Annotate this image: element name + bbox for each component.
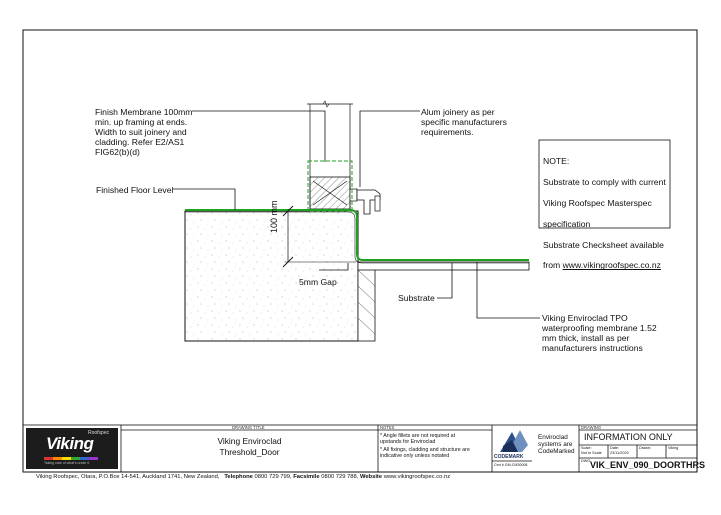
footer: [36, 474, 450, 480]
footer-fax-label: Facsimile: [293, 474, 320, 480]
label-gap: 5mm Gap: [299, 277, 337, 287]
door-frame: [307, 101, 380, 214]
label-substrate: Substrate: [398, 293, 435, 303]
label-alum-joinery: Alum joinery as per specific manufacturers requirements.: [421, 107, 507, 137]
note-title: NOTE:: [543, 156, 570, 167]
website-link[interactable]: www.vikingroofspec.co.nz: [562, 260, 661, 271]
logo-tagline: Taking care of what's under it: [44, 461, 90, 465]
dimension-text: 100 mm: [269, 200, 279, 233]
notes-header: NOTES: [380, 425, 395, 430]
note-line-1: Substrate to comply with current: [543, 177, 666, 188]
note-line-2: Viking Roofspec Masterspec: [543, 198, 652, 209]
codemark-text: Enviroclad systems are CodeMarked: [538, 434, 575, 456]
dwg-label: DWG: [581, 459, 591, 463]
cert-number: Cert # GM-CM30008: [494, 463, 528, 467]
drawing-header: DRAWING: [581, 425, 602, 430]
note-line-5: [543, 260, 666, 270]
footer-web-label: Website: [359, 474, 383, 480]
label-finish-membrane: Finish Membrane 100mm min. up framing at ends. Width to suit joinery and cladding. Refer E2/AS1 FIG62(b)(d): [95, 107, 193, 157]
substrate-framing: [358, 262, 529, 341]
drawn-cell: [639, 446, 651, 451]
footer-tel-label: Telephone: [224, 474, 253, 480]
scale-cell: [581, 446, 602, 456]
footer-address: Viking Roofspec, Otara, P.O.Box 14-541, Auckland 1741, New Zealand,: [36, 474, 220, 480]
scale-value: Not to Scale: [581, 451, 602, 455]
date-cell: [610, 446, 629, 456]
note-line-4: Substrate Checksheet available: [543, 239, 664, 250]
drawing-number: VIK_ENV_090_DOORTHRS: [590, 460, 706, 470]
codemark-label: CODEMARK: [494, 454, 524, 460]
label-dimension: [269, 200, 279, 233]
footer-tel: 0800 729 799,: [254, 474, 292, 480]
drawing-title-1: Viking Enviroclad: [217, 436, 282, 446]
note-2: * All fixings, cladding and structure are indicative only unless notated: [380, 447, 470, 460]
note-line-3: specification: [543, 218, 591, 229]
note-content: [543, 146, 666, 281]
footer-fax: 0800 729 788,: [321, 474, 359, 480]
drawing-title-header: DRAWING TITLE: [232, 425, 265, 430]
logo-brand: Viking: [46, 434, 94, 453]
drawn-value: Viking: [668, 446, 679, 450]
drawn-label: Drawn:: [639, 446, 652, 450]
note-line-5-prefix: from: [543, 260, 563, 271]
logo-sub: Roofspec: [88, 430, 110, 436]
label-tpo-membrane: Viking Enviroclad TPO waterproofing membrane 1.52 mm thick, install as per manufacturers instructions: [542, 313, 657, 353]
status-label: INFORMATION ONLY: [584, 432, 673, 442]
label-finished-floor: Finished Floor Level: [96, 185, 174, 195]
codemark-emblem: [500, 430, 528, 452]
date-label: Date:: [610, 446, 620, 450]
drawing-title-2: Threshold_Door: [219, 447, 280, 457]
date-value: 23/11/2020: [610, 451, 629, 455]
scale-label: Scale:: [581, 446, 592, 450]
footer-web[interactable]: www.vikingroofspec.co.nz: [383, 474, 451, 480]
note-1: * Angle fillets are not required at upstands for Enviroclad: [380, 433, 456, 446]
